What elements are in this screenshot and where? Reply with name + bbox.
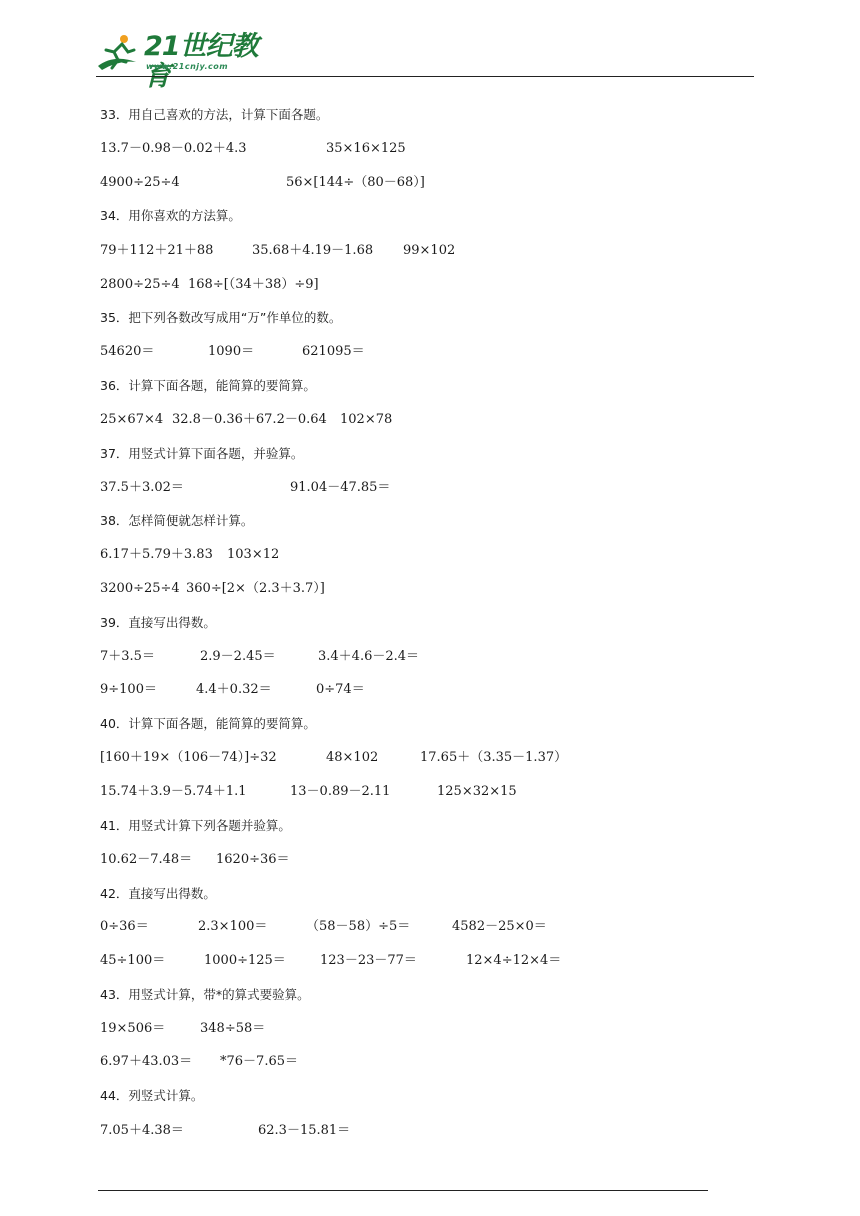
expression: 4582－25×0＝ [452, 919, 547, 934]
expression: 3200÷25÷4 [100, 581, 180, 596]
question-title: 37．用竖式计算下面各题，并验算。 [100, 446, 304, 461]
question-title: 43．用竖式计算，带*的算式要验算。 [100, 987, 310, 1002]
expression: 7.05＋4.38＝ [100, 1123, 184, 1138]
expression: 48×102 [326, 750, 379, 765]
question-title: 35．把下列各数改写成用“万”作单位的数。 [100, 310, 342, 325]
expression: 123－23－77＝ [320, 953, 417, 968]
question-title: 36．计算下面各题，能简算的要简算。 [100, 378, 316, 393]
expression: 9÷100＝ [100, 682, 157, 697]
page-header [96, 30, 754, 92]
expression: 13－0.89－2.11 [290, 784, 391, 799]
expression: 56×[144÷（80－68）] [286, 175, 425, 190]
expression: 4900÷25÷4 [100, 175, 180, 190]
expression: 54620＝ [100, 344, 155, 359]
question-title: 44．列竖式计算。 [100, 1088, 204, 1103]
expression: 6.97＋43.03＝ [100, 1054, 193, 1069]
logo-text: 21世纪教育 [144, 31, 258, 92]
question-title: 39．直接写出得数。 [100, 615, 216, 630]
expression: 99×102 [403, 243, 456, 258]
expression: 2.3×100＝ [198, 919, 268, 934]
expression: 45÷100＝ [100, 953, 166, 968]
expression: 0÷74＝ [316, 682, 365, 697]
expression: 62.3－15.81＝ [258, 1123, 351, 1138]
question-title: 33．用自己喜欢的方法，计算下面各题。 [100, 107, 329, 122]
expression: 15.74＋3.9－5.74＋1.1 [100, 784, 247, 799]
footer-divider [98, 1190, 708, 1191]
expression: 25×67×4 [100, 412, 164, 427]
expression: 37.5＋3.02＝ [100, 480, 184, 495]
expression: [160＋19×（106－74）]÷32 [100, 750, 277, 765]
expression: 35×16×125 [326, 141, 406, 156]
expression: 4.4＋0.32＝ [196, 682, 272, 697]
expression: 2800÷25÷4 [100, 277, 180, 292]
site-logo [96, 30, 266, 92]
expression: 621095＝ [302, 344, 365, 359]
expression: 348÷58＝ [200, 1021, 266, 1036]
expression: 103×12 [227, 547, 280, 562]
expression: 6.17＋5.79＋3.83 [100, 547, 213, 562]
expression: （58－58）÷5＝ [306, 919, 411, 934]
expression: 102×78 [340, 412, 393, 427]
expression: 125×32×15 [437, 784, 517, 799]
question-title: 34．用你喜欢的方法算。 [100, 208, 241, 223]
question-title: 40．计算下面各题，能简算的要简算。 [100, 716, 316, 731]
expression: *76－7.65＝ [220, 1054, 298, 1069]
expression: 168÷[（34＋38）÷9] [188, 277, 319, 292]
question-title: 42．直接写出得数。 [100, 886, 216, 901]
expression: 91.04－47.85＝ [290, 480, 391, 495]
expression: 1090＝ [208, 344, 255, 359]
header-divider [96, 76, 754, 77]
question-title: 38．怎样简便就怎样计算。 [100, 513, 254, 528]
logo-url: www.21cnjy.com [146, 62, 229, 71]
expression: 10.62－7.48＝ [100, 852, 193, 867]
expression: 1620÷36＝ [216, 852, 290, 867]
expression: 0÷36＝ [100, 919, 149, 934]
expression: 13.7－0.98－0.02＋4.3 [100, 141, 247, 156]
expression: 12×4÷12×4＝ [466, 953, 562, 968]
expression: 2.9－2.45＝ [200, 649, 276, 664]
expression: 19×506＝ [100, 1021, 166, 1036]
expression: 3.4＋4.6－2.4＝ [318, 649, 420, 664]
expression: 7＋3.5＝ [100, 649, 155, 664]
expression: 360÷[2×（2.3＋3.7）] [186, 581, 325, 596]
expression: 35.68＋4.19－1.68 [252, 243, 374, 258]
expression: 32.8－0.36＋67.2－0.64 [172, 412, 327, 427]
expression: 17.65＋（3.35－1.37） [420, 750, 568, 765]
question-title: 41．用竖式计算下列各题并验算。 [100, 818, 291, 833]
expression: 79＋112＋21＋88 [100, 243, 214, 258]
expression: 1000÷125＝ [204, 953, 286, 968]
runner-logo-icon [96, 32, 140, 74]
